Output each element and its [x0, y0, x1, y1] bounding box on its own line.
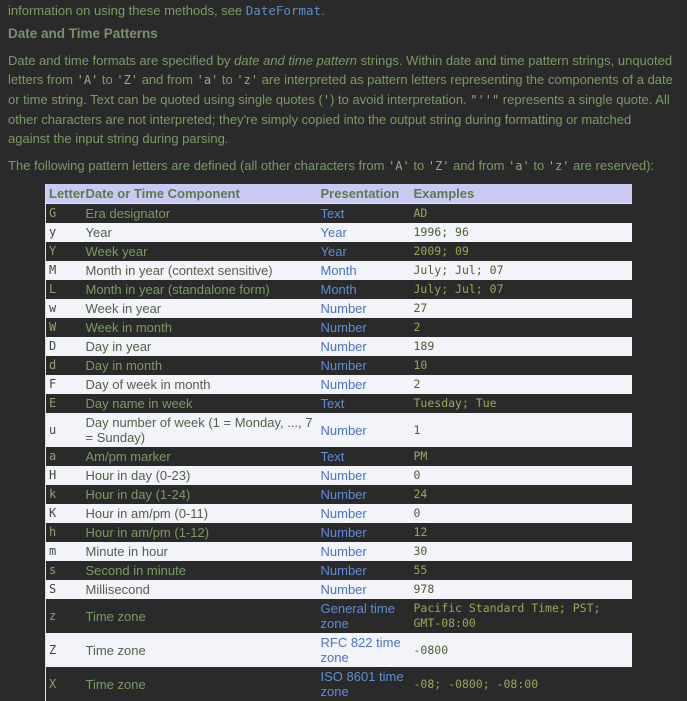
examples-cell: AD — [411, 204, 632, 224]
presentation-link[interactable]: Month — [321, 282, 357, 297]
examples-cell: -08; -0800; -08:00 — [411, 667, 632, 701]
text-segment: to — [410, 158, 428, 173]
component-cell: Month in year (standalone form) — [83, 280, 318, 299]
component-cell: Day in month — [83, 356, 318, 375]
letter-cell: D — [46, 337, 83, 356]
component-cell: Week year — [83, 242, 318, 261]
component-cell: Hour in day (1-24) — [83, 485, 318, 504]
component-cell: Era designator — [83, 204, 318, 224]
presentation-link[interactable]: Number — [321, 339, 367, 354]
letter-cell: a — [46, 447, 83, 466]
presentation-cell — [318, 280, 411, 299]
component-cell: Hour in day (0-23) — [83, 466, 318, 485]
examples-cell: 1996; 96 — [411, 223, 632, 242]
letter-cell: H — [46, 466, 83, 485]
presentation-link[interactable]: General time zone — [321, 601, 395, 631]
inline-code: 'A' — [77, 73, 99, 87]
table-row — [46, 356, 632, 375]
letter-cell: W — [46, 318, 83, 337]
presentation-cell — [318, 394, 411, 413]
presentation-cell — [318, 261, 411, 280]
presentation-cell — [318, 667, 411, 701]
component-cell: Time zone — [83, 633, 318, 667]
letter-cell: m — [46, 542, 83, 561]
presentation-cell — [318, 447, 411, 466]
presentation-cell — [318, 413, 411, 447]
examples-cell: 2009; 09 — [411, 242, 632, 261]
column-header-presentation: Presentation — [318, 184, 411, 204]
table-row — [46, 223, 632, 242]
presentation-cell — [318, 523, 411, 542]
presentation-link[interactable]: Number — [321, 377, 367, 392]
examples-cell: 55 — [411, 561, 632, 580]
pattern-description-paragraph — [8, 51, 676, 148]
table-row — [46, 633, 632, 667]
presentation-link[interactable]: Number — [321, 358, 367, 373]
inline-code: ' — [323, 93, 330, 107]
text-segment: ) to avoid interpretation. — [330, 92, 470, 107]
letter-cell: Y — [46, 242, 83, 261]
letter-cell: u — [46, 413, 83, 447]
component-cell: Second in minute — [83, 561, 318, 580]
text-segment: information on using these methods, see — [8, 3, 246, 18]
table-row — [46, 599, 632, 633]
component-cell: Time zone — [83, 599, 318, 633]
column-header-examples: Examples — [411, 184, 632, 204]
table-row — [46, 261, 632, 280]
presentation-link[interactable]: Text — [321, 396, 345, 411]
examples-cell: July; Jul; 07 — [411, 280, 632, 299]
presentation-link[interactable]: Number — [321, 506, 367, 521]
text-segment: and from — [450, 158, 509, 173]
presentation-link[interactable]: ISO 8601 time zone — [321, 669, 404, 699]
text-segment: to — [218, 72, 236, 87]
presentation-cell — [318, 356, 411, 375]
text-segment: are reserved): — [570, 158, 655, 173]
table-row — [46, 394, 632, 413]
table-header-row — [46, 184, 632, 204]
presentation-link[interactable]: Number — [321, 525, 367, 540]
letter-cell: K — [46, 504, 83, 523]
column-header-component: Date or Time Component — [83, 184, 318, 204]
presentation-link[interactable]: Number — [321, 544, 367, 559]
inline-code: 'A' — [388, 159, 410, 173]
examples-cell: PM — [411, 447, 632, 466]
presentation-cell — [318, 599, 411, 633]
text-segment: The following pattern letters are defined (all other characters from — [8, 158, 388, 173]
component-cell: Day of week in month — [83, 375, 318, 394]
table-row — [46, 375, 632, 394]
letter-cell: s — [46, 561, 83, 580]
presentation-link[interactable]: Text — [321, 206, 345, 221]
examples-cell: 2 — [411, 318, 632, 337]
inline-code: "''" — [470, 93, 499, 107]
examples-cell: 10 — [411, 356, 632, 375]
section-heading: Date and Time Patterns — [8, 26, 679, 41]
presentation-cell — [318, 561, 411, 580]
inline-code: 'a' — [197, 73, 219, 87]
component-cell: Hour in am/pm (0-11) — [83, 504, 318, 523]
date-pattern-table — [45, 184, 632, 701]
presentation-link[interactable]: Number — [321, 468, 367, 483]
text-segment: and from — [138, 72, 197, 87]
presentation-link[interactable]: Number — [321, 582, 367, 597]
table-row — [46, 280, 632, 299]
table-row — [46, 242, 632, 261]
examples-cell: 0 — [411, 466, 632, 485]
inline-code: 'a' — [508, 159, 530, 173]
presentation-cell — [318, 466, 411, 485]
component-cell: Millisecond — [83, 580, 318, 599]
table-row — [46, 466, 632, 485]
presentation-link[interactable]: Number — [321, 301, 367, 316]
component-cell: Day in year — [83, 337, 318, 356]
table-row — [46, 204, 632, 224]
table-row — [46, 523, 632, 542]
inline-code: 'z' — [548, 159, 570, 173]
pattern-table-body — [46, 204, 632, 701]
table-header — [46, 184, 632, 204]
text-segment: strings. Within date and time pattern strings, unquoted letters from — [8, 53, 672, 87]
presentation-cell — [318, 337, 411, 356]
examples-cell: 24 — [411, 485, 632, 504]
table-row — [46, 504, 632, 523]
table-row — [46, 561, 632, 580]
presentation-cell — [318, 542, 411, 561]
presentation-cell — [318, 580, 411, 599]
text-segment: to — [530, 158, 548, 173]
presentation-link[interactable]: Number — [321, 320, 367, 335]
examples-cell: July; Jul; 07 — [411, 261, 632, 280]
table-row — [46, 667, 632, 701]
letter-cell: Z — [46, 633, 83, 667]
letter-cell: M — [46, 261, 83, 280]
component-cell: Time zone — [83, 667, 318, 701]
text-segment: Date and time formats are specified by — [8, 53, 234, 68]
inline-code: 'z' — [236, 73, 258, 87]
column-header-letter: Letter — [46, 184, 83, 204]
component-cell: Year — [83, 223, 318, 242]
letter-cell: k — [46, 485, 83, 504]
presentation-cell — [318, 242, 411, 261]
presentation-link[interactable]: Number — [321, 423, 367, 438]
text-segment: . — [321, 3, 325, 18]
presentation-link[interactable]: RFC 822 time zone — [321, 635, 401, 665]
presentation-link[interactable]: Number — [321, 487, 367, 502]
inline-code: 'Z' — [116, 73, 138, 87]
dateformat-link[interactable]: DateFormat — [246, 3, 321, 18]
text-segment: represents a single quote. All other characters are not interpreted; they're simply copied into the output string during formatting or matched against the input string during parsing. — [8, 92, 670, 146]
examples-cell: -0800 — [411, 633, 632, 667]
table-row — [46, 580, 632, 599]
table-row — [46, 318, 632, 337]
examples-cell: Pacific Standard Time; PST; GMT-08:00 — [411, 599, 632, 633]
letter-cell: E — [46, 394, 83, 413]
presentation-cell — [318, 633, 411, 667]
examples-cell: 1 — [411, 413, 632, 447]
italic-term: date and time pattern — [234, 53, 357, 68]
presentation-link[interactable]: Year — [321, 225, 347, 240]
component-cell: Month in year (context sensitive) — [83, 261, 318, 280]
component-cell: Week in year — [83, 299, 318, 318]
examples-cell: 2 — [411, 375, 632, 394]
letter-cell: G — [46, 204, 83, 224]
letter-cell: F — [46, 375, 83, 394]
presentation-cell — [318, 504, 411, 523]
letter-cell: y — [46, 223, 83, 242]
presentation-cell — [318, 375, 411, 394]
table-row — [46, 299, 632, 318]
component-cell: Day name in week — [83, 394, 318, 413]
presentation-link[interactable]: Text — [321, 449, 345, 464]
intro-line — [8, 2, 679, 19]
component-cell: Am/pm marker — [83, 447, 318, 466]
pattern-letters-intro — [8, 156, 676, 176]
presentation-cell — [318, 299, 411, 318]
table-row — [46, 485, 632, 504]
letter-cell: S — [46, 580, 83, 599]
presentation-cell — [318, 485, 411, 504]
presentation-cell — [318, 223, 411, 242]
letter-cell: w — [46, 299, 83, 318]
examples-cell: 12 — [411, 523, 632, 542]
letter-cell: d — [46, 356, 83, 375]
presentation-link[interactable]: Year — [321, 244, 347, 259]
presentation-cell — [318, 204, 411, 224]
component-cell: Week in month — [83, 318, 318, 337]
table-row — [46, 337, 632, 356]
examples-cell: 0 — [411, 504, 632, 523]
table-row — [46, 542, 632, 561]
letter-cell: h — [46, 523, 83, 542]
letter-cell: X — [46, 667, 83, 701]
table-row — [46, 447, 632, 466]
examples-cell: 27 — [411, 299, 632, 318]
examples-cell: 189 — [411, 337, 632, 356]
letter-cell: L — [46, 280, 83, 299]
examples-cell: 30 — [411, 542, 632, 561]
component-cell: Minute in hour — [83, 542, 318, 561]
text-segment: to — [98, 72, 116, 87]
inline-code: 'Z' — [428, 159, 450, 173]
component-cell: Hour in am/pm (1-12) — [83, 523, 318, 542]
examples-cell: 978 — [411, 580, 632, 599]
presentation-cell — [318, 318, 411, 337]
letter-cell: z — [46, 599, 83, 633]
text-segment: are interpreted as pattern letters representing the components of a date or time string. Text can be quoted using single quotes ( — [8, 72, 673, 107]
presentation-link[interactable]: Month — [321, 263, 357, 278]
component-cell: Day number of week (1 = Monday, ..., 7 = Sunday) — [83, 413, 318, 447]
presentation-link[interactable]: Number — [321, 563, 367, 578]
table-row — [46, 413, 632, 447]
examples-cell: Tuesday; Tue — [411, 394, 632, 413]
